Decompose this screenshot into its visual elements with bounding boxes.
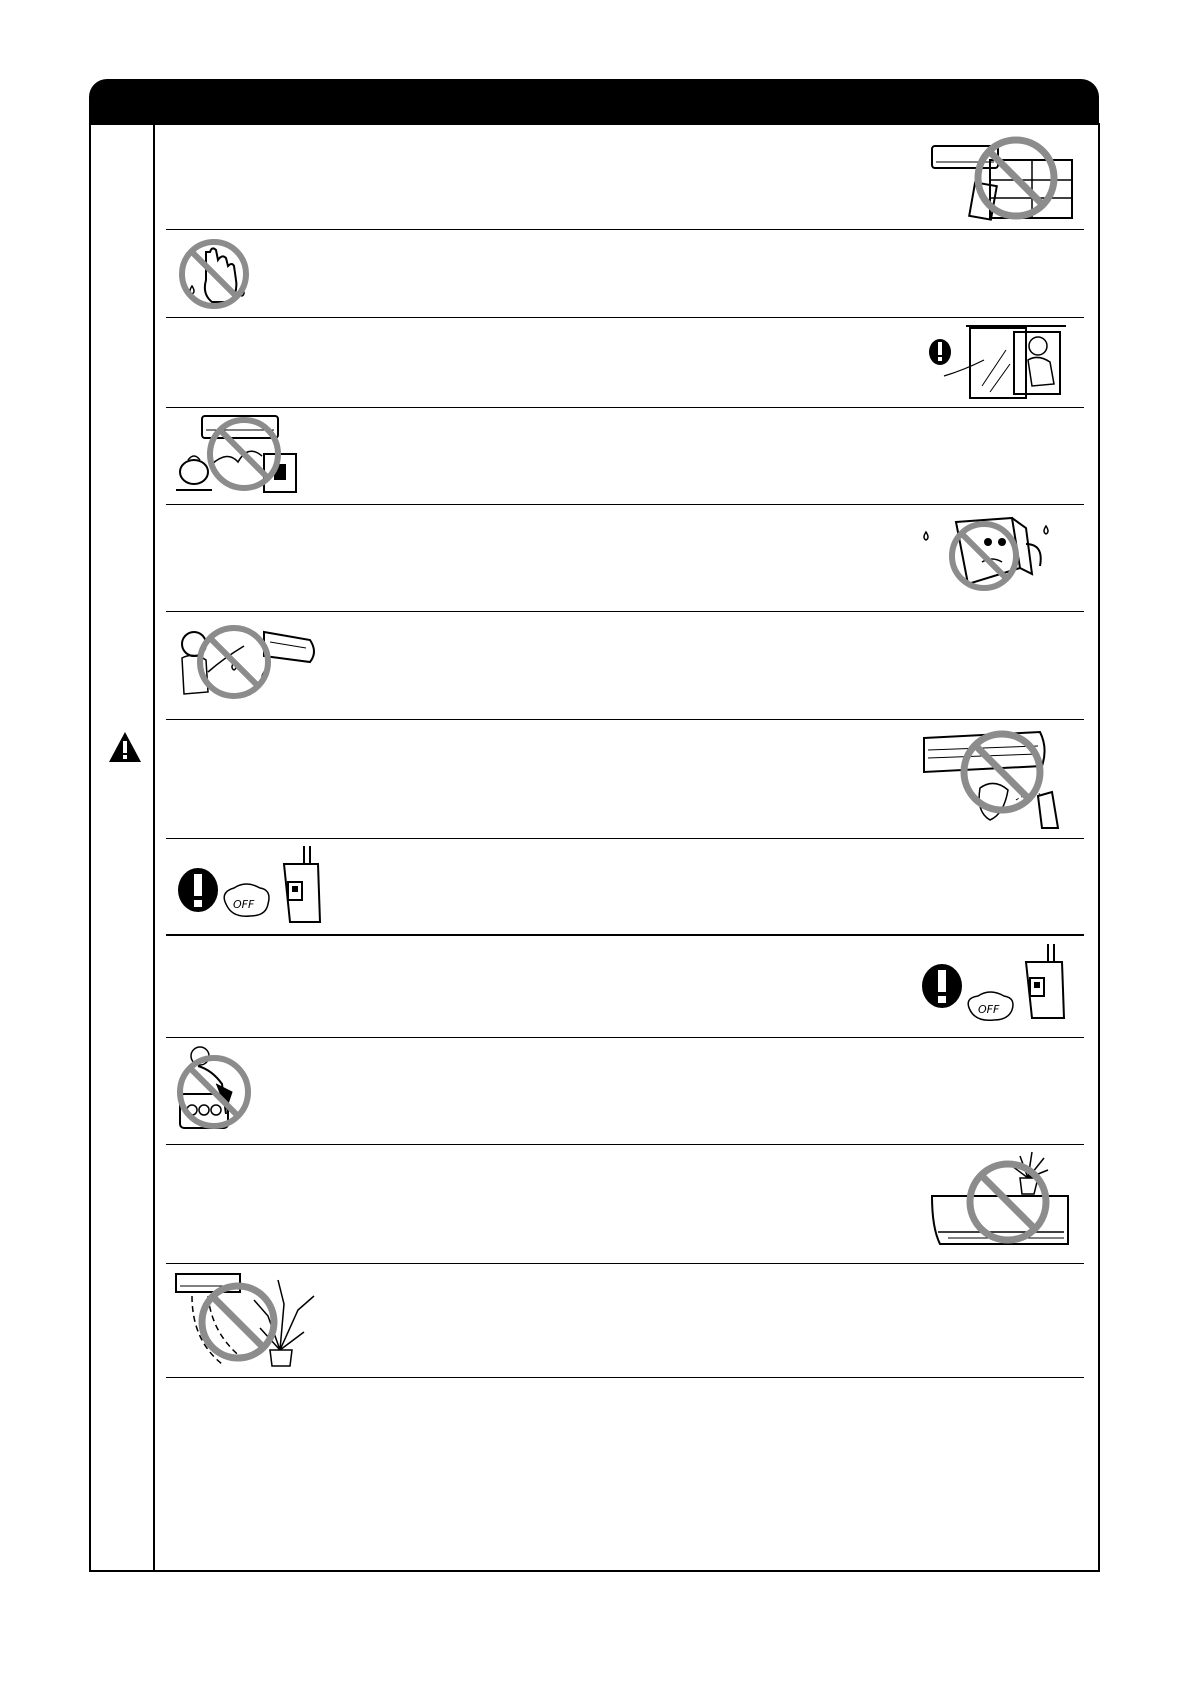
section-header-bar (89, 79, 1099, 125)
airflow-on-plant-prohibited-icon (172, 1270, 322, 1370)
off-bubble-text: OFF (978, 1003, 1000, 1016)
mandatory-breaker-off-icon (920, 944, 1070, 1024)
stand-on-outdoor-unit-prohibited-icon (176, 1044, 258, 1136)
row-divider (166, 317, 1084, 318)
row-divider (166, 1263, 1084, 1264)
wet-hand-prohibited-icon (176, 236, 256, 312)
row-divider (166, 229, 1084, 230)
off-bubble-text: OFF (233, 898, 255, 911)
row-divider (166, 1144, 1084, 1145)
mandatory-window-ventilation-icon (924, 320, 1074, 400)
row-divider (166, 1037, 1084, 1038)
row-divider (166, 611, 1084, 612)
row-divider (166, 504, 1084, 505)
warning-triangle-icon (107, 730, 143, 764)
row-divider (166, 719, 1084, 720)
mandatory-breaker-off-icon (176, 846, 326, 926)
row-divider (166, 838, 1084, 839)
row-divider (166, 1377, 1084, 1378)
remote-controller-water-prohibited-icon (916, 514, 1066, 604)
row-divider (166, 934, 1084, 936)
row-divider (166, 407, 1084, 408)
symbol-column-divider (153, 123, 155, 1570)
plant-on-unit-prohibited-icon (928, 1148, 1074, 1252)
spray-water-on-unit-prohibited-icon (174, 622, 324, 712)
ac-unit-furniture-prohibited-icon (928, 132, 1076, 222)
insecticide-spray-prohibited-icon (920, 728, 1070, 832)
kettle-heater-near-unit-prohibited-icon (172, 410, 322, 496)
